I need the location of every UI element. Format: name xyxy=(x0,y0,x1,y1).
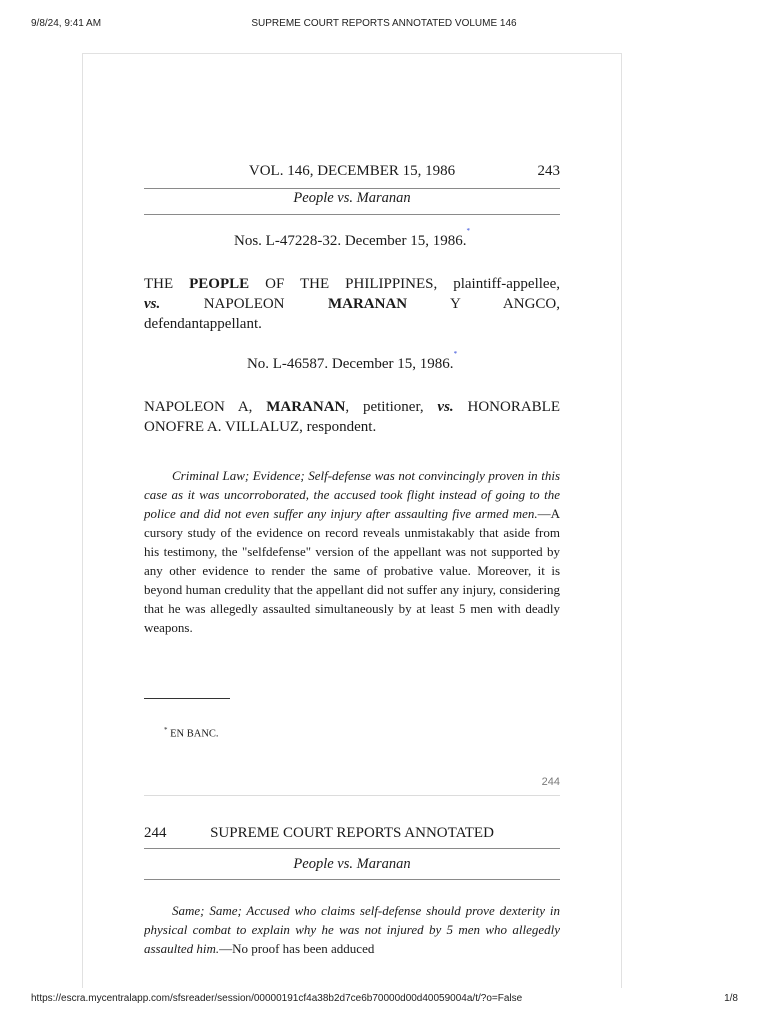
party-maranan: MARANAN xyxy=(327,296,408,312)
party-people: PEOPLE xyxy=(189,276,250,292)
print-footer xyxy=(0,993,768,1007)
case-number-1 xyxy=(144,227,560,250)
syllabus-2-text: —No proof has been adduced xyxy=(219,941,375,956)
versus: vs. xyxy=(437,399,454,415)
syllabus-2-italic: Same; Same; Accused who claims self-defense should prove dexterity in physical combat to explain why he was not injured by 5 men who allegedly assaulted him. xyxy=(144,903,560,956)
syllabus-1-text: —A cursory study of the evidence on record reveals unmistakably that aside from his testimony, the "selfdefense" version of the appellant was not supported by any other evidence to render the same of probative value. Moreover, it is beyond human credulity that the appellant did not suffer any injury, considering that he was allegedly assaulted simultaneously by at least 5 men with deadly weapons. xyxy=(144,506,560,635)
print-page-count: 1/8 xyxy=(724,993,738,1004)
parties-1-line-1: THE PEOPLE OF THE PHILIPPINES, plaintiff-appellee, xyxy=(144,276,560,292)
header-rule-top xyxy=(144,848,560,849)
party-maranan: MARANAN xyxy=(266,399,346,415)
parties-2-line-1: NAPOLEON A, MARANAN, petitioner, vs. HONORABLE xyxy=(144,399,560,415)
versus: vs. xyxy=(144,296,161,312)
case-number-1-text: Nos. L-47228-32. December 15, 1986. xyxy=(234,233,467,249)
volume-date: VOL. 146, DECEMBER 15, 1986 xyxy=(248,163,456,179)
page-number: 243 xyxy=(537,163,560,179)
page-marker: 244 xyxy=(541,776,560,788)
footnote-text: EN BANC. xyxy=(170,728,219,740)
page-number: 244 xyxy=(144,825,167,841)
footnote-reference-link[interactable]: * xyxy=(466,227,470,235)
print-header xyxy=(0,18,768,32)
print-document-title: SUPREME COURT REPORTS ANNOTATED VOLUME 146 xyxy=(251,18,517,29)
footnote-mark: * xyxy=(164,726,168,734)
parties-2-line-2: ONOFRE A. VILLALUZ, respondent. xyxy=(144,419,377,435)
page-url: https://escra.mycentralapp.com/sfsreader/session/00000191cf4a38b2d7ce6b70000d00d40059004a/t/?o=False xyxy=(31,993,523,1004)
syllabus-1-italic: Criminal Law; Evidence; Self-defense was not convincingly proven in this case as it was uncorroborated, the accused took flight instead of going to the police and did not even suffer any injury after assaulting five armed men. xyxy=(144,468,560,521)
header-rule-bottom xyxy=(144,879,560,880)
header-rule-bottom xyxy=(144,214,560,215)
footnote-reference-link[interactable]: * xyxy=(453,350,458,358)
print-datetime: 9/8/24, 9:41 AM xyxy=(31,18,102,29)
page-divider xyxy=(144,795,560,796)
running-head-243 xyxy=(144,163,560,183)
parties-1-line-3: defendantappellant. xyxy=(144,316,262,332)
footnote-rule xyxy=(144,698,230,699)
case-number-2 xyxy=(144,350,560,373)
case-title: People vs. Maranan xyxy=(293,856,411,872)
footnote xyxy=(164,726,219,740)
case-title: People vs. Maranan xyxy=(293,190,411,206)
reporter-title: SUPREME COURT REPORTS ANNOTATED xyxy=(210,825,494,841)
running-head-244 xyxy=(144,825,560,845)
parties-1 xyxy=(144,274,560,334)
syllabus-paragraph-2 xyxy=(144,901,560,963)
syllabus-paragraph-1 xyxy=(144,466,560,637)
parties-2 xyxy=(144,397,560,437)
parties-1-line-2: vs. NAPOLEON MARANAN Y ANGCO, xyxy=(144,296,560,312)
case-number-2-text: No. L-46587. December 15, 1986. xyxy=(246,356,454,372)
